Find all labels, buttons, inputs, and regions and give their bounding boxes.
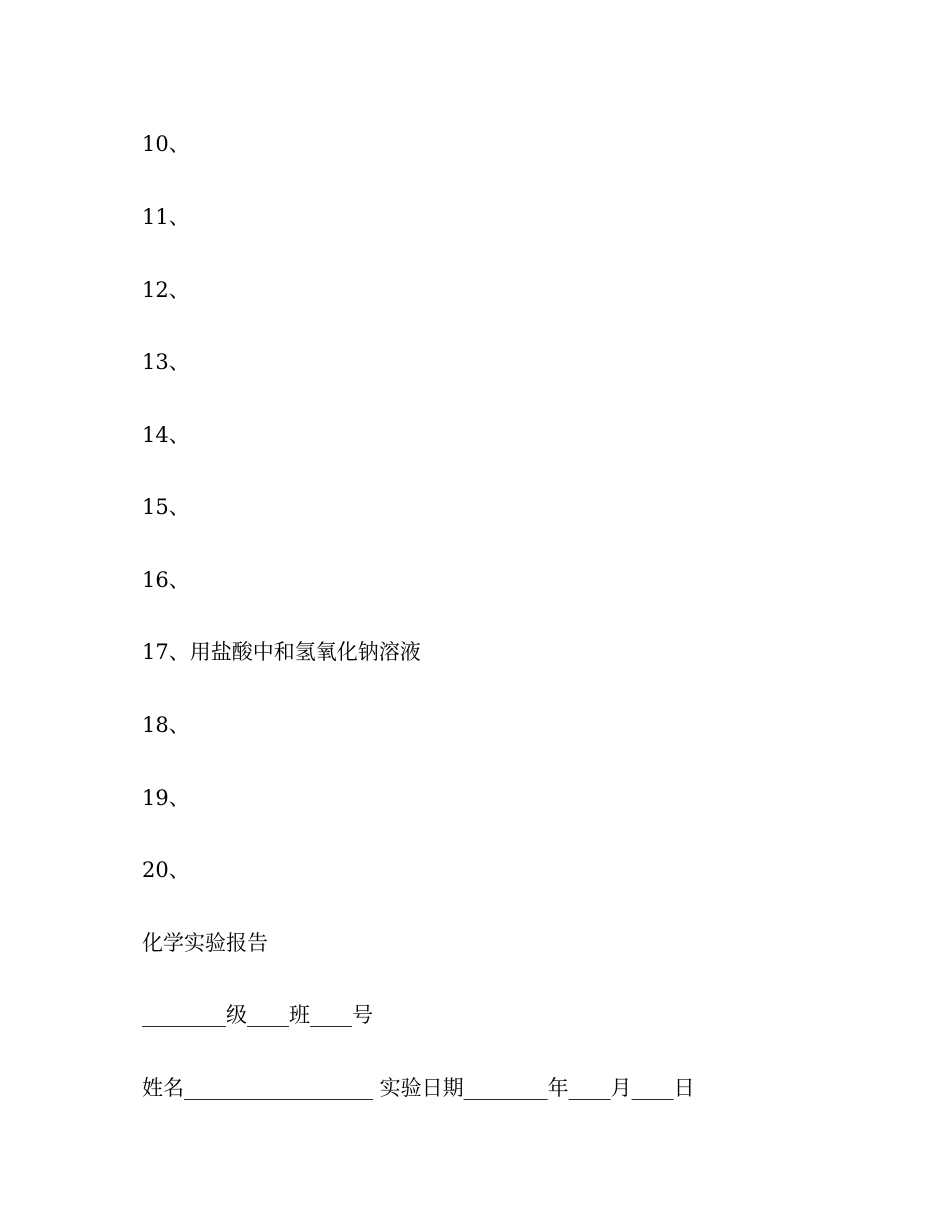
list-item-16: 16、 <box>142 568 190 592</box>
report-title: 化学实验报告 <box>142 931 268 955</box>
list-item-14: 14、 <box>142 423 190 447</box>
list-item-13: 13、 <box>142 350 190 374</box>
list-item-18: 18、 <box>142 713 190 737</box>
name-date-line: 姓名__________________ 实验日期________年____月____日 <box>142 1076 695 1100</box>
list-item-17: 17、用盐酸中和氢氧化钠溶液 <box>142 640 421 664</box>
list-item-20: 20、 <box>142 858 190 882</box>
class-number-line: ________级____班____号 <box>142 1003 373 1027</box>
list-item-10: 10、 <box>142 132 190 156</box>
list-item-19: 19、 <box>142 786 190 810</box>
list-item-15: 15、 <box>142 495 190 519</box>
list-item-12: 12、 <box>142 278 190 302</box>
list-item-11: 11、 <box>142 205 190 229</box>
